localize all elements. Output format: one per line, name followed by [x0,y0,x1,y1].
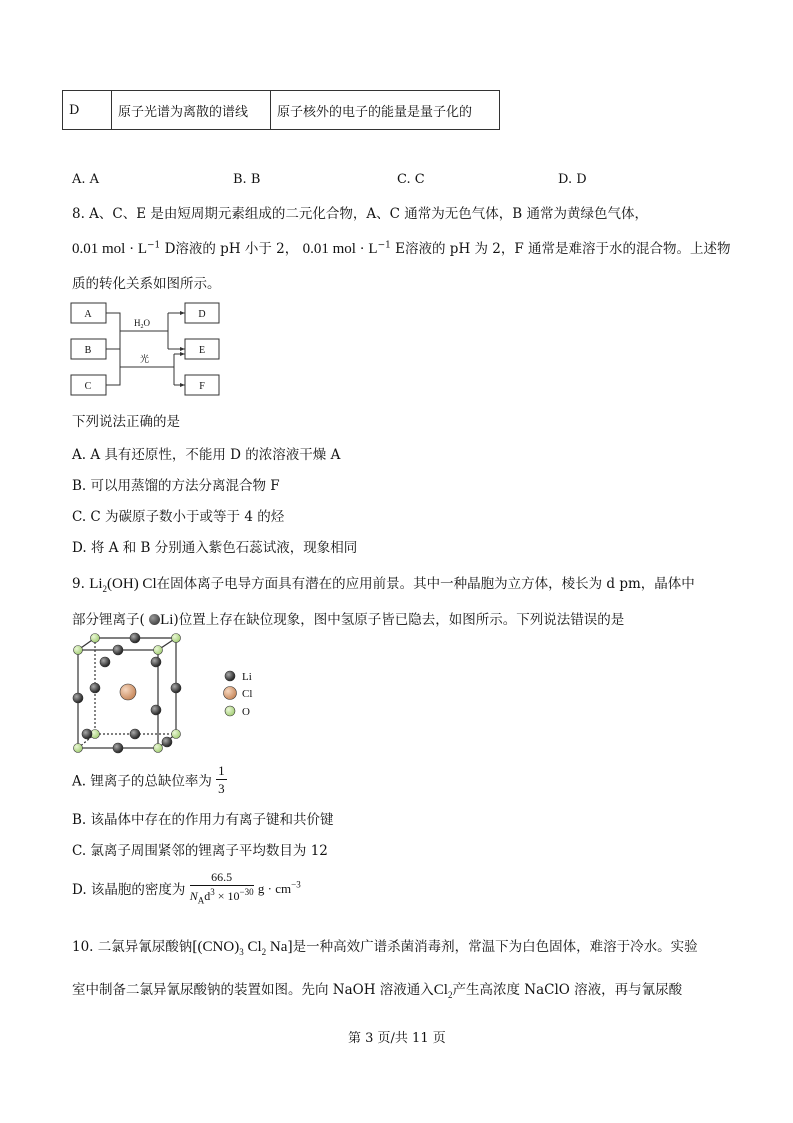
label-light: 光 [140,354,150,364]
density-unit: $g \cdot cm^{-3}$ [257,879,301,896]
q10-line1: 10. 二氯异氰尿酸钠[$(CNO)_3$ $Cl_2$ Na]是一种高效广谱杀菌消毒剂，常温下为白色固体，难溶于冷水。实验 [72,939,698,957]
q9-option-a: A. 锂离子的总缺位率为 $\frac{1}{3}$ [72,763,225,796]
answer-table [62,90,500,130]
q8-stem: 下列说法正确的是 [72,414,180,430]
table-row [63,91,500,130]
q9-option-c: C. 氯离子周围紧邻的锂离子平均数目为 12 [72,843,328,859]
q8-text-b: E溶液的 pH 为 2，F 通常是难溶于水的混合物。上述物 [390,241,731,257]
q8-line1: 8. A、C、E 是由短周期元素组成的二元化合物，A、C 通常为无色气体，B 通常为黄绿色气体， [72,206,648,222]
q8-sup1: −1 [147,240,161,251]
li-ball-icon [149,614,160,625]
q8-conc2: 0.01 mol · L [302,241,378,257]
q8-sup2: −1 [377,240,391,251]
crystal-cell-diagram [70,630,260,754]
q7-option-c: C. C [397,172,425,187]
q9-option-b: B. 该晶体中存在的作用力有离子键和共价键 [72,812,334,828]
table-cell: 原子核外的电子的能量是量子化的 [271,91,500,130]
q9-line2: 部分锂离子( Li)位置上存在缺位现象，图中氢原子皆已隐去，如图所示。下列说法错误的是 [72,612,625,628]
density-fraction: $\frac{66.5}{N_Ad^3 \times 10^{-30}}$ [189,870,254,906]
q10-cl2: $Cl_2$ [433,982,453,1000]
q9-option-d: D. 该晶胞的密度为 $\frac{66.5}{N_Ad^3 \times 10^{-30}}$ $g \cdot cm^{-3}$ [72,870,301,906]
q9-line1 [72,572,695,594]
conversion-diagram [70,302,220,398]
legend-o: O [242,706,250,718]
q8-text-a: D溶液的 pH 小于 2， [160,241,299,257]
q8-conc1: 0.01 mol · L [72,241,147,257]
box-d-label: D [198,309,206,320]
q7-option-b: B. B [233,172,261,187]
box-b-label: B [84,345,92,356]
q8-line2 [72,237,731,258]
legend-cl: Cl [242,688,253,700]
q8-option-d: D. 将 A 和 B 分别通入紫色石蕊试液，现象相同 [72,540,358,556]
q8-option-b: B. 可以用蒸馏的方法分离混合物 F [72,478,280,494]
table-cell: 原子光谱为离散的谱线 [112,91,271,130]
box-f-label: F [199,381,205,392]
q7-option-d: D. D [558,172,587,187]
page-footer: 第 3 页/共 11 页 [348,1031,446,1046]
q8-option-a: A. A 具有还原性，不能用 D 的浓溶液干燥 A [72,447,341,463]
box-a-label: A [84,309,92,320]
q9-formula: $Li_2(OH)$ Cl [89,576,157,594]
label-h2o: $H_2O$ [134,318,150,330]
box-e-label: E [198,345,206,356]
q10-formula: $(CNO)_3$ $Cl_2$ Na [197,939,288,957]
q9-line1-rest: 在固体离子电导方面具有潜在的应用前景。其中一种晶胞为立方体，棱长为 d pm，晶体中 [156,576,695,592]
table-cell: D [63,91,112,130]
q8-option-c: C. C 为碳原子数小于或等于 4 的烃 [72,509,285,525]
fraction-one-third: $\frac{1}{3}$ [218,763,225,796]
box-c-label: C [84,381,92,392]
q7-option-a: A. A [72,172,100,187]
q10-line2: 室中制备二氯异氰尿酸钠的装置如图。先向 NaOH 溶液通入$Cl_2$产生高浓度 NaClO 溶液，再与氰尿酸 [72,982,683,1000]
legend-li: Li [242,671,252,683]
q9-num: 9. [72,576,85,592]
q8-line3: 质的转化关系如图所示。 [72,276,221,292]
